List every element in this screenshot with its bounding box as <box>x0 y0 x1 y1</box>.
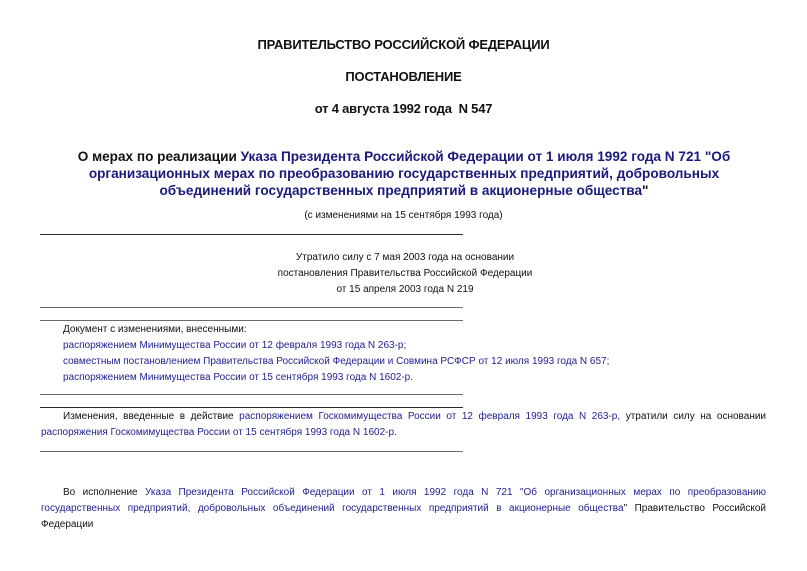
repeal-line-1: Утратило силу с 7 мая 2003 года на основании <box>295 252 515 263</box>
change-item <box>63 338 783 354</box>
change-item <box>63 370 783 386</box>
separator-line <box>40 451 463 452</box>
change-item <box>63 354 783 370</box>
changes-intro: Документ с изменениями, внесенными: <box>63 324 247 335</box>
changes-block <box>63 322 783 386</box>
document-type: ПОСТАНОВЛЕНИЕ <box>345 69 462 84</box>
change-link-2[interactable]: совместным постановлением Правительства Российской Федерации и Совмина РСФСР <box>63 356 476 367</box>
body-paragraph <box>41 485 766 533</box>
separator-line <box>40 307 463 308</box>
separator-line <box>40 394 463 395</box>
body-decree-link[interactable]: Указа Президента Российской Федерации от 1 июля 1992 года N 721 "Об организационных мерах по преобразованию государственных предприятий, добровольных объединений государственных предприятий в акционерные общества <box>41 487 766 514</box>
separator-line <box>40 320 463 321</box>
invalidation-suffix: . <box>394 427 397 438</box>
invalidation-middle: , утратили силу на основании <box>617 411 767 422</box>
change-link-1[interactable]: распоряжением Минимущества России <box>63 340 247 351</box>
invalidation-link-1[interactable]: распоряжением Госкомимущества России от 12 февраля 1993 года N 263-р <box>239 411 618 422</box>
repeal-notice <box>180 250 630 298</box>
document-title <box>44 148 764 199</box>
title-decree-link[interactable]: Указа Президента Российской Федерации от 1 июля 1992 года N 721 "Об организационных мерах по преобразованию государственных предприятий, добровольных объединений государственных предприятий в акционерные общества <box>88 149 731 198</box>
document-date-number: от 4 августа 1992 года N 547 <box>314 101 493 116</box>
body-prefix: Во исполнение <box>63 487 146 498</box>
repeal-line-3: от 15 апреля 2003 года N 219 <box>336 284 474 295</box>
body-suffix: " Правительство Российской Федерации <box>41 503 767 530</box>
title-prefix: О мерах по реализации <box>77 149 241 164</box>
invalidation-paragraph <box>41 409 766 441</box>
change-detail-2[interactable]: от 12 июля 1993 года N 657; <box>475 356 610 367</box>
change-detail-1[interactable]: от 12 февраля 1993 года N 263-р; <box>246 340 407 351</box>
invalidation-prefix: Изменения, введенные в действие <box>63 411 240 422</box>
change-link-3[interactable]: распоряжением Минимущества России <box>63 372 247 383</box>
amendment-note: (с изменениями на 15 сентября 1993 года) <box>304 210 503 221</box>
government-heading: ПРАВИТЕЛЬСТВО РОССИЙСКОЙ ФЕДЕРАЦИИ <box>257 37 550 52</box>
repeal-line-2: постановления Правительства Российской Федерации <box>277 268 533 279</box>
change-detail-3[interactable]: от 15 сентября 1993 года N 1602-р. <box>246 372 414 383</box>
separator-line <box>40 234 463 235</box>
invalidation-link-2[interactable]: распоряжения Госкомимущества России от 15 сентября 1993 года N 1602-р <box>41 427 395 438</box>
separator-line <box>40 407 463 408</box>
title-suffix: " <box>642 183 649 198</box>
